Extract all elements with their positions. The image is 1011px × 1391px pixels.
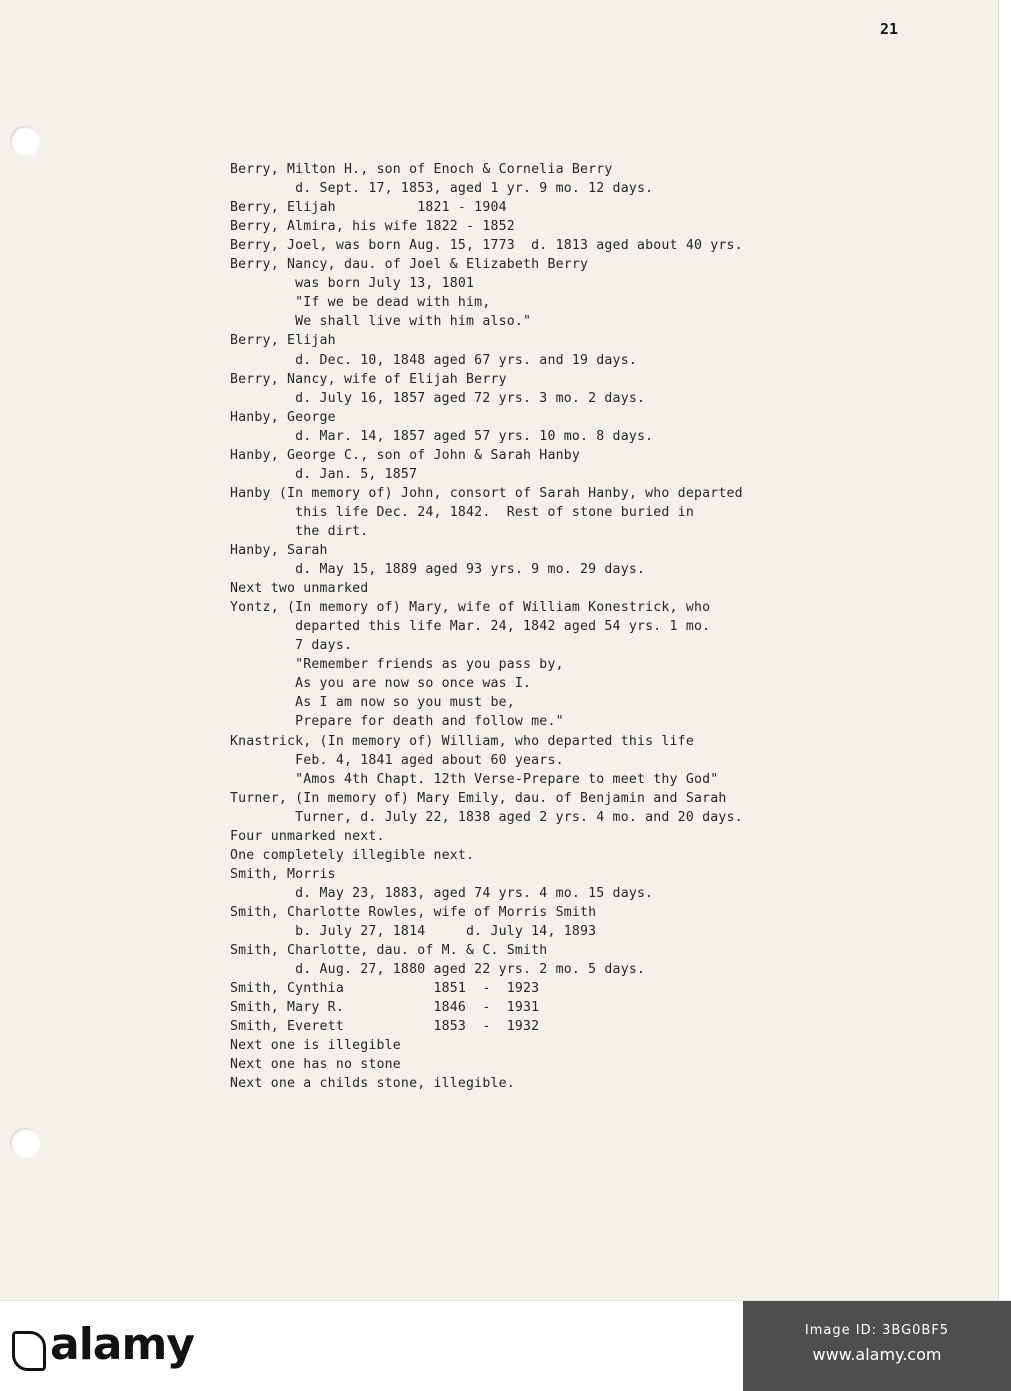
text-line: Four unmarked next. (230, 828, 385, 844)
text-line: Smith, Everett 1853 - 1932 (230, 1019, 540, 1035)
text-line: "Amos 4th Chapt. 12th Verse-Prepare to meet thy God" (230, 771, 719, 787)
text-line: Hanby, George C., son of John & Sarah Hanby (230, 447, 581, 463)
text-line: Berry, Joel, was born Aug. 15, 1773 d. 1813 aged about 40 yrs. (230, 238, 743, 254)
page-number: 21 (880, 20, 899, 38)
text-line: d. Aug. 27, 1880 aged 22 yrs. 2 mo. 5 days. (230, 962, 646, 978)
text-line: Next one a childs stone, illegible. (230, 1076, 515, 1092)
text-line: Smith, Morris (230, 866, 336, 882)
text-line: Berry, Elijah 1821 - 1904 (230, 200, 507, 216)
text-line: Hanby (In memory of) John, consort of Sarah Hanby, who departed (230, 485, 743, 501)
text-line: Yontz, (In memory of) Mary, wife of William Konestrick, who (230, 600, 711, 616)
text-line: d. Dec. 10, 1848 aged 67 yrs. and 19 days. (230, 352, 637, 368)
text-line: was born July 13, 1801 (230, 276, 475, 292)
text-line: departed this life Mar. 24, 1842 aged 54 yrs. 1 mo. (230, 619, 711, 635)
image-info-panel (743, 1301, 1011, 1391)
text-line: 7 days. (230, 638, 353, 654)
text-line: Turner, d. July 22, 1838 aged 2 yrs. 4 mo. and 20 days. (230, 809, 743, 825)
text-line: Smith, Cynthia 1851 - 1923 (230, 981, 540, 997)
text-line: As I am now so you must be, (230, 695, 515, 711)
logo-icon (12, 1331, 46, 1371)
text-line: Hanby, George (230, 409, 336, 425)
text-line: Next two unmarked (230, 581, 369, 597)
site-url: www.alamy.com (812, 1345, 942, 1364)
image-id: Image ID: 3BG0BF5 (804, 1323, 950, 1338)
text-line: Berry, Almira, his wife 1822 - 1852 (230, 219, 515, 235)
text-line: Turner, (In memory of) Mary Emily, dau. of Benjamin and Sarah (230, 790, 727, 806)
footer-bar (0, 1300, 1011, 1391)
text-line: d. July 16, 1857 aged 72 yrs. 3 mo. 2 days. (230, 390, 646, 406)
text-line: Smith, Charlotte Rowles, wife of Morris Smith (230, 904, 597, 920)
text-line: One completely illegible next. (230, 847, 475, 863)
text-line: Berry, Milton H., son of Enoch & Cornelia Berry (230, 162, 613, 177)
text-line: d. Mar. 14, 1857 aged 57 yrs. 10 mo. 8 days. (230, 428, 654, 444)
text-line: Knastrick, (In memory of) William, who departed this life (230, 733, 694, 749)
text-line: d. May 23, 1883, aged 74 yrs. 4 mo. 15 days. (230, 885, 654, 901)
text-line: Berry, Elijah (230, 333, 336, 349)
punch-hole (10, 126, 40, 156)
text-line: this life Dec. 24, 1842. Rest of stone buried in (230, 504, 694, 520)
text-line: Prepare for death and follow me." (230, 714, 564, 730)
text-line: Hanby, Sarah (230, 543, 328, 558)
text-line: Berry, Nancy, dau. of Joel & Elizabeth Berry (230, 257, 589, 273)
text-line: Next one is illegible (230, 1038, 401, 1054)
text-line: d. Jan. 5, 1857 (230, 466, 418, 482)
text-line: the dirt. (230, 523, 369, 539)
text-line: "Remember friends as you pass by, (230, 657, 564, 673)
logo: alamy (50, 1319, 194, 1370)
text-line: Smith, Mary R. 1846 - 1931 (230, 1000, 540, 1016)
text-line: Feb. 4, 1841 aged about 60 years. (230, 752, 564, 768)
text-line: Berry, Nancy, wife of Elijah Berry (230, 371, 507, 387)
text-line: "If we be dead with him, (230, 295, 491, 311)
punch-hole (10, 1128, 40, 1158)
text-line: Next one has no stone (230, 1057, 401, 1073)
text-line: We shall live with him also." (230, 314, 532, 330)
text-line: As you are now so once was I. (230, 676, 532, 692)
text-line: b. July 27, 1814 d. July 14, 1893 (230, 924, 597, 939)
text-line: Smith, Charlotte, dau. of M. & C. Smith (230, 943, 548, 959)
text-line: d. Sept. 17, 1853, aged 1 yr. 9 mo. 12 days. (230, 181, 654, 197)
text-line: d. May 15, 1889 aged 93 yrs. 9 mo. 29 days. (230, 562, 646, 578)
